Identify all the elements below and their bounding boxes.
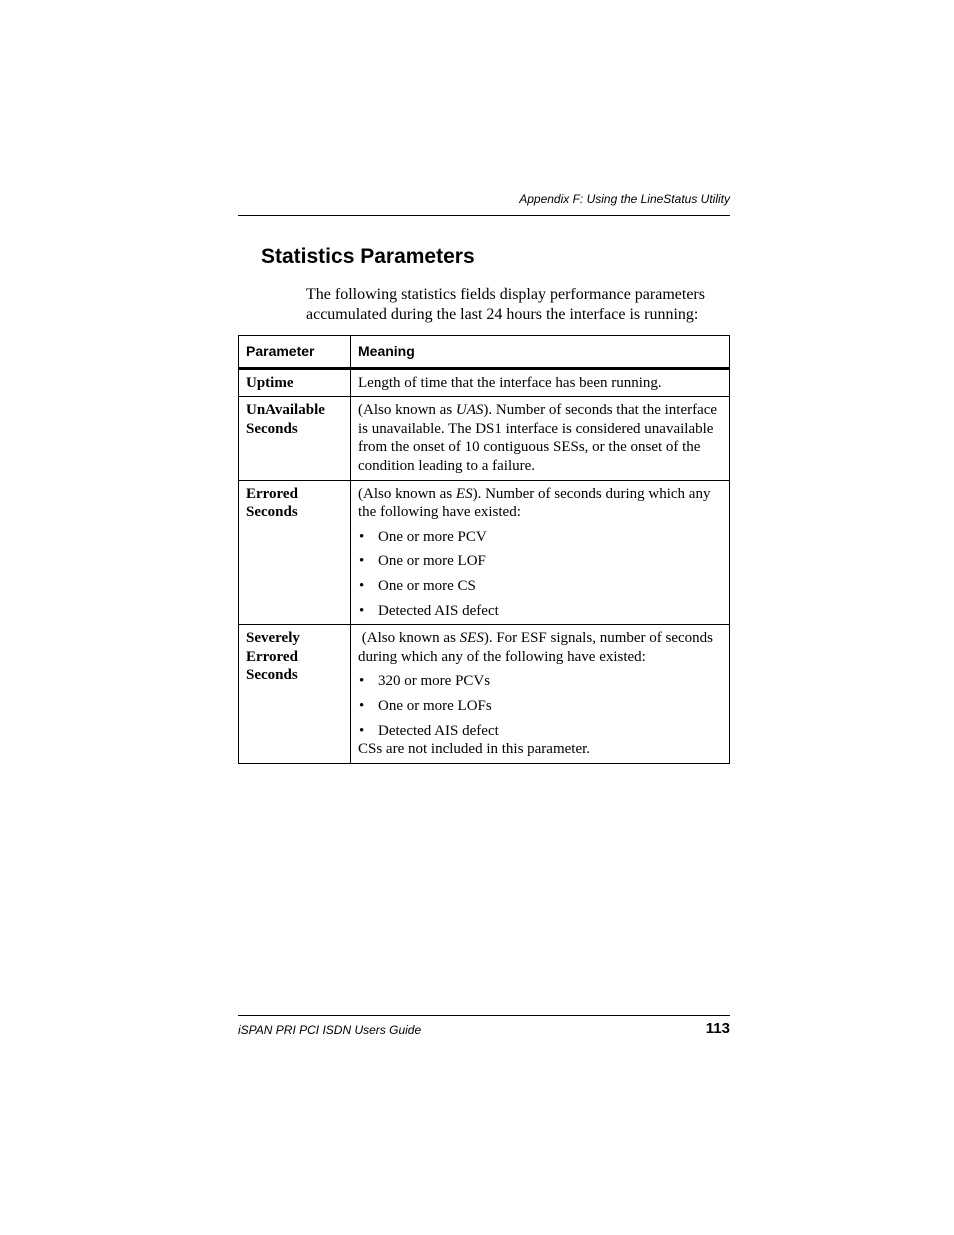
- table-row-errored-seconds: [239, 480, 730, 625]
- column-header-parameter: Parameter: [239, 336, 351, 369]
- condition-list: [358, 672, 722, 740]
- parameter-name: [239, 480, 351, 625]
- parameter-meaning: [351, 625, 730, 764]
- parameter-name-line: Seconds: [246, 667, 298, 684]
- list-item: • One or more CS: [358, 577, 722, 596]
- parameter-meaning: Length of time that the interface has been running.: [351, 368, 730, 397]
- footer-rule: [238, 1015, 730, 1016]
- header-rule: [238, 215, 730, 216]
- parameter-note: CSs are not included in this parameter.: [358, 741, 591, 758]
- abbreviation: ES: [455, 485, 473, 502]
- section-title: Statistics Parameters: [261, 245, 475, 268]
- intro-paragraph: The following statistics fields display performance parameters accumulated during the last 24 hours the interface is running:: [306, 286, 705, 323]
- meaning-text: ). For ESF signals, number of seconds during which any of the following have existed:: [358, 630, 713, 665]
- meaning-prefix: (Also known as: [358, 402, 456, 419]
- list-item: • Detected AIS defect: [358, 722, 722, 741]
- abbreviation: SES: [459, 630, 484, 647]
- parameter-name-line: Seconds: [246, 504, 298, 521]
- meaning-text: ). Number of seconds that the interface is unavailable. The DS1 interface is considered unavailable from the onset of 10 contiguous SESs, or the onset of the condition leading to a failure.: [358, 402, 718, 474]
- parameter-name: [239, 397, 351, 480]
- footer-guide-title: iSPAN PRI PCI ISDN Users Guide: [238, 1023, 422, 1037]
- column-header-meaning: Meaning: [351, 336, 730, 369]
- table-row-severely-errored-seconds: [239, 625, 730, 764]
- list-item: • One or more LOF: [358, 552, 722, 571]
- running-header: Appendix F: Using the LineStatus Utility: [519, 192, 730, 206]
- page-number: 113: [705, 1020, 730, 1037]
- statistics-parameters-table: [238, 335, 730, 764]
- table-row-uptime: [239, 368, 730, 397]
- parameter-name-line: Severely: [246, 630, 300, 647]
- condition-list: [358, 528, 722, 620]
- abbreviation: UAS: [455, 402, 484, 419]
- parameter-name-line: Errored: [246, 485, 298, 502]
- parameter-name-line: Errored: [246, 648, 298, 665]
- list-item: • 320 or more PCVs: [358, 672, 722, 691]
- parameter-name-line: UnAvailable: [246, 402, 325, 419]
- table-row-unavailable-seconds: [239, 397, 730, 480]
- parameter-name-line: Seconds: [246, 420, 298, 437]
- list-item: • Detected AIS defect: [358, 602, 722, 621]
- table-header-row: [239, 336, 730, 369]
- parameter-name: Uptime: [239, 368, 351, 397]
- meaning-prefix: (Also known as: [358, 485, 456, 502]
- parameter-meaning: [351, 397, 730, 480]
- meaning-text: ). Number of seconds during which any the following have existed:: [358, 485, 711, 521]
- list-item: • One or more PCV: [358, 528, 722, 547]
- meaning-prefix: (Also known as: [358, 630, 460, 647]
- list-item: • One or more LOFs: [358, 697, 722, 716]
- parameter-meaning: [351, 480, 730, 625]
- parameter-name: [239, 625, 351, 764]
